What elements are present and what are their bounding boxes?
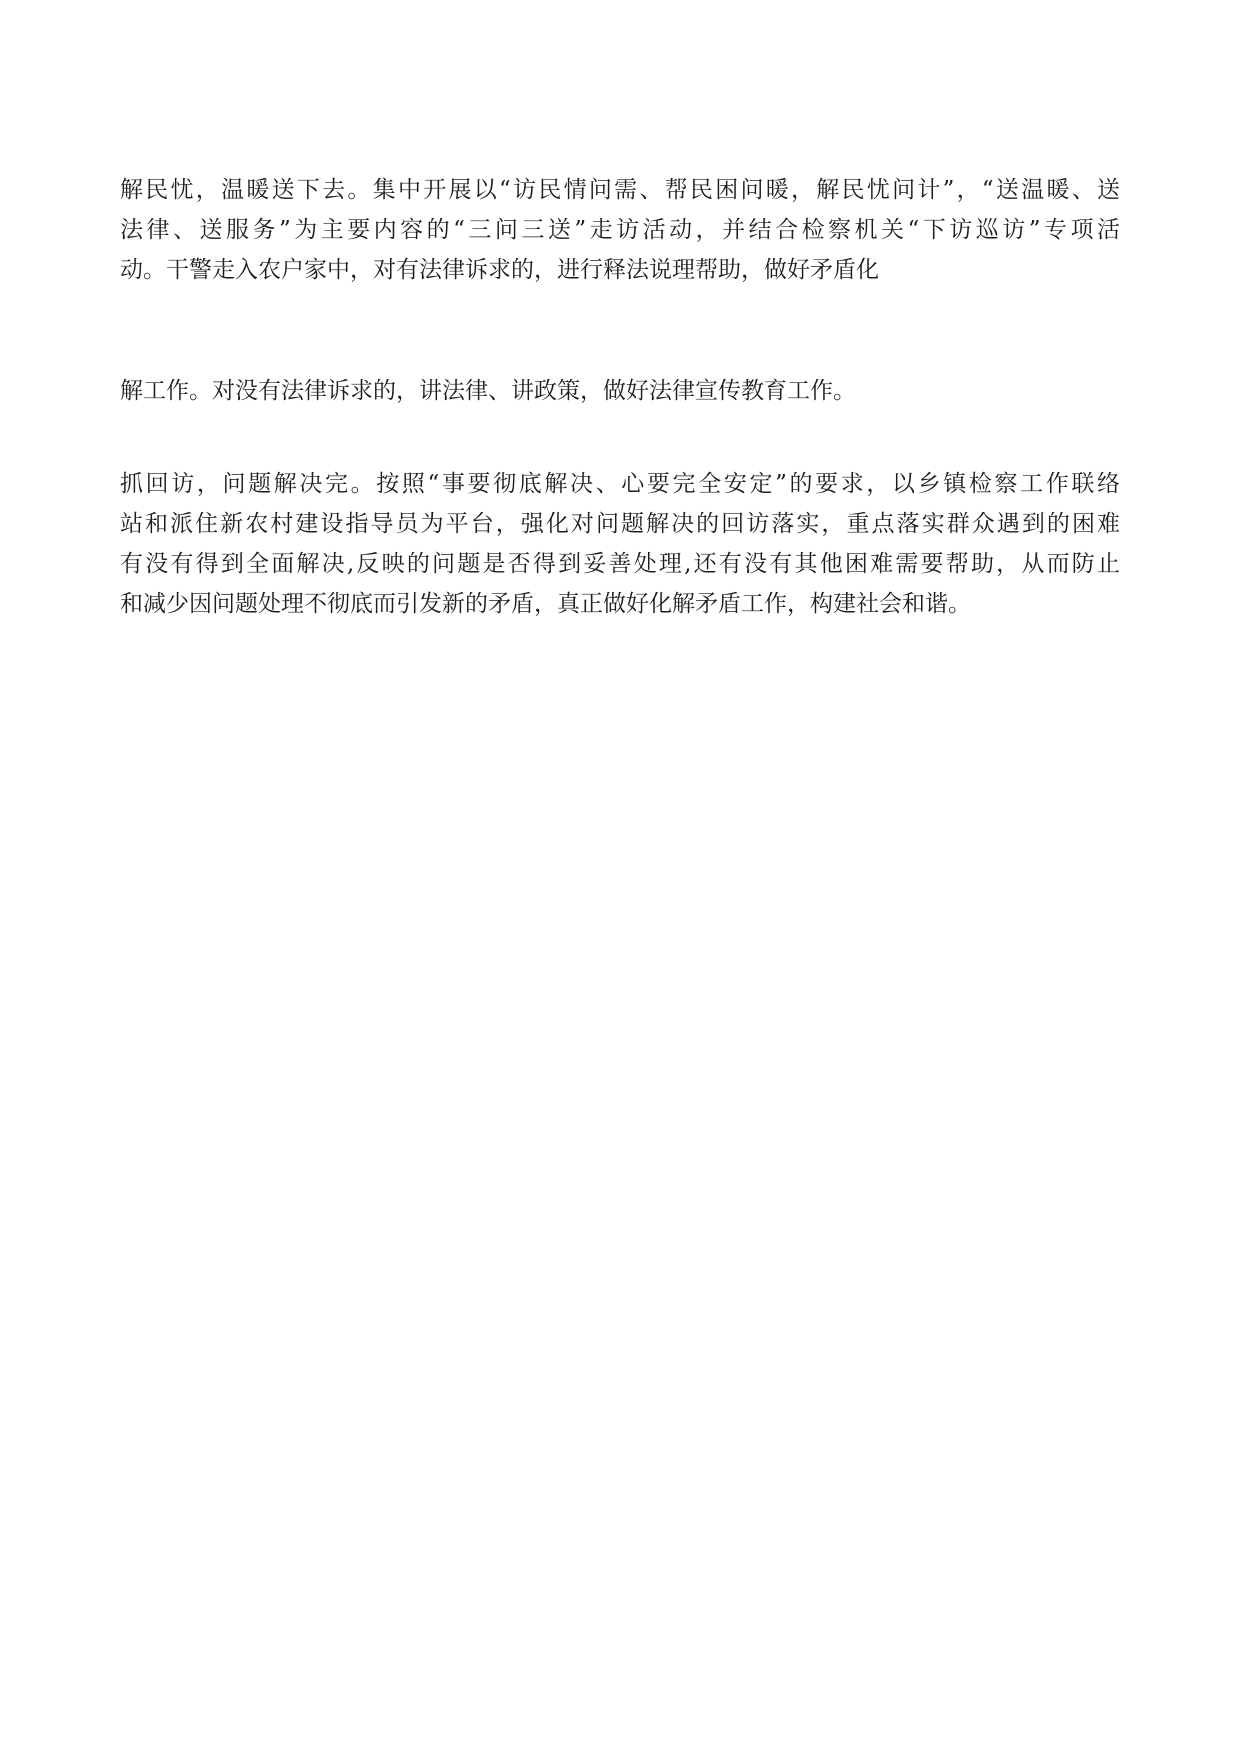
paragraph-line: 解工作。对没有法律诉求的，讲法律、讲政策，做好法律宣传教育工作。: [120, 378, 856, 404]
paragraph-legal-education: [120, 371, 1120, 411]
paragraph-line: 和减少因问题处理不彻底而引发新的矛盾，真正做好化解矛盾工作，构建社会和谐。: [120, 591, 971, 617]
paragraph-line: 抓回访，问题解决完。按照“事要彻底解决、心要完全安定”的要求，以乡镇检察工作联络: [120, 471, 1120, 497]
paragraph-follow-up: [120, 464, 1120, 624]
paragraph-line: 站和派住新农村建设指导员为平台，强化对问题解决的回访落实，重点落实群众遇到的困难: [120, 511, 1120, 537]
paragraph-visits: [120, 170, 1120, 290]
paragraph-line: 有没有得到全面解决,反映的问题是否得到妥善处理,还有没有其他困难需要帮助，从而防止: [120, 551, 1120, 577]
paragraph-line: 法律、送服务”为主要内容的“三问三送”走访活动，并结合检察机关“下访巡访”专项活: [120, 217, 1120, 243]
paragraph-line: 动。干警走入农户家中，对有法律诉求的，进行释法说理帮助，做好矛盾化: [120, 257, 879, 283]
paragraph-line: 解民忧，温暖送下去。集中开展以“访民情问需、帮民困问暖，解民忧问计”，“送温暖、送: [120, 177, 1120, 203]
